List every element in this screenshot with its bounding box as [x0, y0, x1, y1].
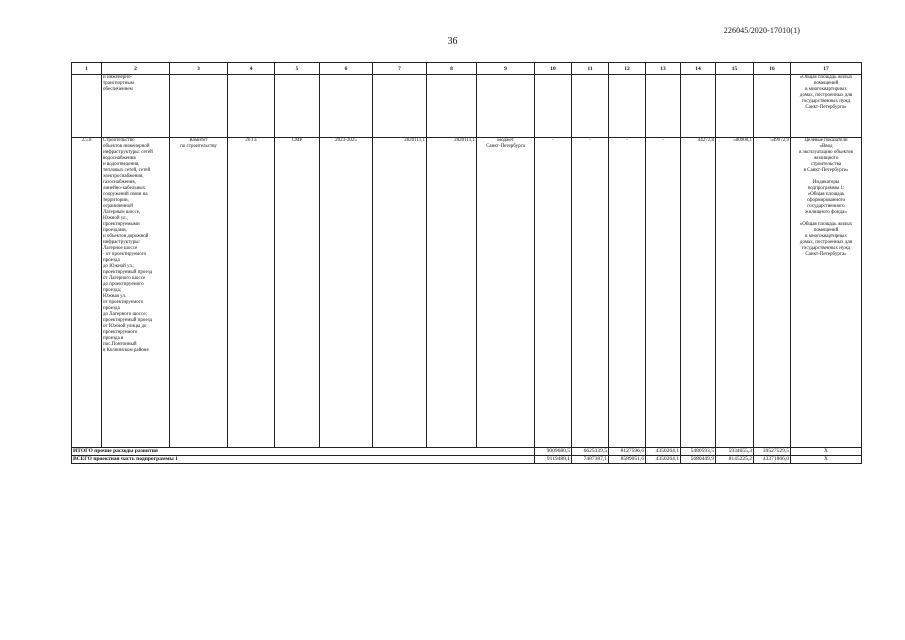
total-all-row [72, 456, 862, 464]
item-number: 2.5.8 [72, 138, 102, 448]
item-name: Строительство объектов инженерной инфраструктуры: сетей водоснабжения и водоотведения, тепловых сетей, сетей электроснабжения, газоснабжения, линейно-кабельных сооружений связи на территории, ограниченной Лагерным шоссе, Южной ул., проектируемыми проездами, и объектов дорожной инфраструктуры: Лагерное шоссе - от проектируемого проезда до Южной ул.; проектируемый проезд от Лагерного шоссе до проектируемого проезда; Южная ул. от проектируемого проезда до Лагерного шоссе; проектируемый проезд от Южной улицы до проектируемого проезда в пос.Понтонный в Колпинском районе [102, 138, 170, 448]
item-indicator: «Общая площадь жилых помещений в многоквартирных домах, построенных для государственных нужд Санкт-Петербурга» [791, 75, 862, 138]
item-source: Бюджет Санкт-Петербурга [477, 138, 535, 448]
page-number: 36 [447, 36, 458, 47]
total-other-14: 5480593,5 [681, 448, 716, 456]
column-header: 14 [681, 63, 716, 75]
total-all-15: 8145225,2 [716, 456, 754, 464]
column-header: 9 [477, 63, 535, 75]
column-header: 3 [170, 63, 228, 75]
item-value-16: 549972,9 [754, 138, 791, 448]
column-header: 4 [228, 63, 275, 75]
item-indicators [791, 138, 862, 448]
total-other-label: ИТОГО прочие расходы развития [72, 448, 535, 456]
item-area: 26 Га [228, 138, 275, 448]
item-customer: Комитет по строительству [170, 138, 228, 448]
program-table [71, 62, 862, 464]
column-header: 10 [535, 63, 572, 75]
column-header: 11 [572, 63, 609, 75]
column-header: 13 [646, 63, 681, 75]
item-value-11: - [572, 138, 609, 448]
item-work-type: СМР [275, 138, 320, 448]
total-other-row [72, 448, 862, 456]
column-header: 2 [102, 63, 170, 75]
total-all-11: 7487387,1 [572, 456, 609, 464]
table-row-2-5-8 [72, 138, 862, 448]
total-other-12: 8127596,6 [609, 448, 646, 456]
item-period: 2023-2025 [320, 138, 373, 448]
item-value-15: 500900,1 [716, 138, 754, 448]
indicator-living-area: «Общая площадь жилых помещений в многоквартирных домах, построенных для государственных нужд Санкт-Петербурга» [799, 222, 853, 257]
column-header: 17 [791, 63, 862, 75]
total-other-15: 5934055,3 [716, 448, 754, 456]
total-other-17: X [791, 448, 862, 456]
total-all-13: 4350264,1 [646, 456, 681, 464]
total-all-16: 43371866,0 [754, 456, 791, 464]
total-all-10: 9119488,1 [535, 456, 572, 464]
column-header: 7 [373, 63, 427, 75]
column-header: 8 [427, 63, 477, 75]
column-header: 1 [72, 63, 102, 75]
item-value-13: - [646, 138, 681, 448]
item-value-14: 44272,8 [681, 138, 716, 448]
total-all-12: 8589051,6 [609, 456, 646, 464]
total-all-17: X [791, 456, 862, 464]
table-row-continuation [72, 75, 862, 138]
column-header: 12 [609, 63, 646, 75]
item-total-2: 2820111,1 [427, 138, 477, 448]
column-header: 6 [320, 63, 373, 75]
column-header: 5 [275, 63, 320, 75]
header-row [72, 63, 862, 75]
total-other-10: 9009680,5 [535, 448, 572, 456]
item-name: и инженерно- транспортным обеспечением [102, 75, 170, 138]
item-value-10: - [535, 138, 572, 448]
column-header: 16 [754, 63, 791, 75]
document-id: 226045/2020-17010(1) [723, 26, 800, 35]
item-value-12: - [609, 138, 646, 448]
indicator-subprogram: Индикаторы подпрограммы 1: «Общая площадь сформированного государственного жилищного фонда» [805, 180, 847, 215]
total-other-16: 39527529,5 [754, 448, 791, 456]
total-all-label: ВСЕГО проектная часть подпрограммы 1 [72, 456, 535, 464]
item-total: 2820111,1 [373, 138, 427, 448]
indicator-target: Целевые показатели «Ввод в эксплуатацию объектов жилищного строительства в Санкт-Петербурге» [799, 138, 853, 173]
total-other-11: 6625339,5 [572, 448, 609, 456]
total-all-14: 5680449,9 [681, 456, 716, 464]
column-header: 15 [716, 63, 754, 75]
total-other-13: 4350264,1 [646, 448, 681, 456]
